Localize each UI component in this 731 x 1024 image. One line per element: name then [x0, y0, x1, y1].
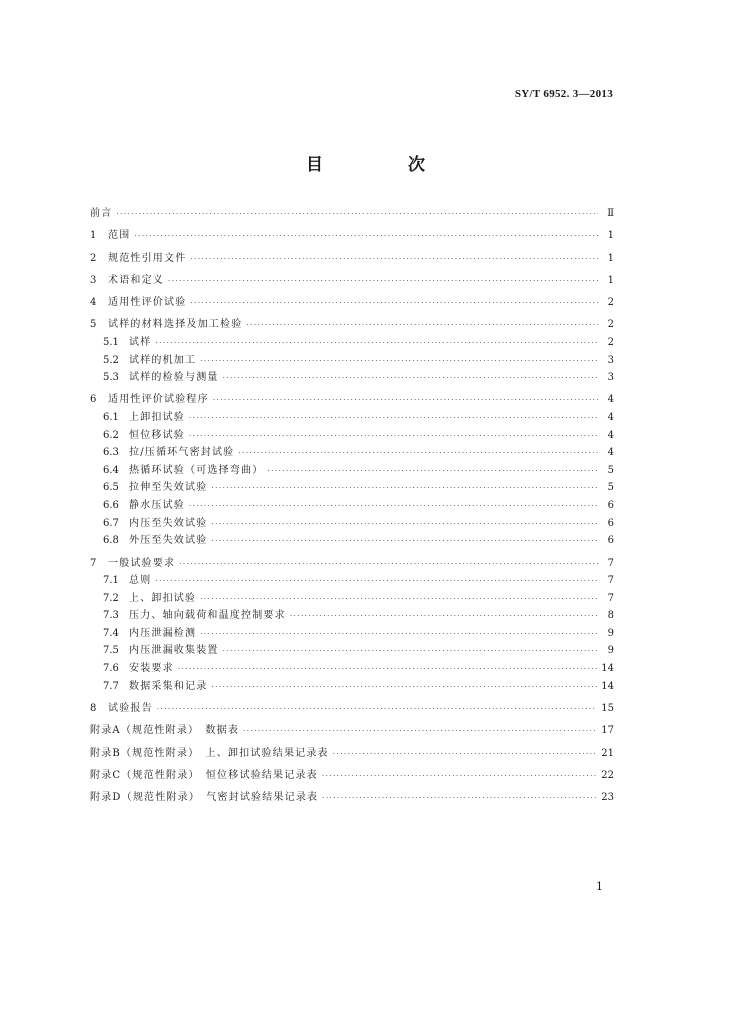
toc-leader-dots [189, 428, 598, 446]
toc-entry-page: 2 [607, 337, 614, 348]
toc-entry-page: 7 [607, 557, 614, 569]
toc-leader-dots [246, 317, 598, 335]
toc-entry-number: 6.5 [103, 482, 119, 494]
toc-entry-label: 数据采集和记录 [129, 680, 208, 692]
toc-entry-page: 15 [601, 702, 614, 714]
toc-entry[interactable] [90, 409, 614, 427]
toc-entry[interactable] [90, 700, 614, 718]
toc-entry-number: 7 [90, 557, 97, 569]
toc-entry-page: 4 [607, 429, 614, 441]
toc-entry-page: 2 [607, 297, 614, 309]
toc-entry-page: 7 [607, 575, 614, 587]
toc-entry[interactable] [90, 352, 614, 370]
toc-leader-dots [223, 643, 598, 661]
toc-leader-dots [179, 556, 598, 574]
toc-entry-label: 前言 [90, 208, 113, 219]
toc-entry-label: 试样的机加工 [129, 354, 197, 366]
table-of-contents [90, 205, 614, 807]
toc-entry-number: 7.7 [103, 680, 119, 692]
toc-leader-dots [238, 445, 598, 463]
toc-entry[interactable] [90, 250, 614, 268]
toc-entry-label: 拉/压循环气密封试验 [129, 447, 235, 459]
toc-entry-label: 术语和定义 [108, 274, 164, 286]
toc-entry-label: 适用性评价试验 [108, 297, 187, 309]
toc-entry-number: 6.7 [103, 517, 119, 529]
toc-entry-number: 6.3 [103, 447, 119, 459]
toc-entry-number: 6.1 [103, 412, 119, 424]
toc-entry[interactable] [90, 767, 614, 785]
toc-leader-dots [333, 746, 598, 764]
toc-entry[interactable] [90, 789, 614, 807]
toc-entry[interactable] [90, 227, 614, 245]
toc-entry-page: 3 [607, 372, 614, 384]
toc-entry-page: 8 [607, 610, 614, 622]
toc-entry-page: 6 [607, 500, 614, 512]
toc-entry[interactable] [90, 722, 614, 740]
toc-leader-dots [190, 295, 598, 313]
toc-leader-dots [189, 410, 598, 428]
toc-entry-label: 附录A（规范性附录） 数据表 [90, 725, 240, 737]
toc-entry-page: 23 [601, 792, 614, 804]
toc-entry[interactable] [90, 590, 614, 608]
toc-entry-label: 规范性引用文件 [108, 252, 187, 264]
toc-entry-label: 静水压试验 [129, 500, 185, 512]
toc-entry-number: 7.3 [103, 610, 119, 622]
toc-leader-dots [155, 335, 598, 353]
toc-entry-page: 9 [607, 645, 614, 657]
toc-entry-page: 6 [607, 535, 614, 547]
toc-entry[interactable] [90, 572, 614, 590]
toc-entry-label: 外压至失效试验 [129, 535, 208, 547]
toc-leader-dots [134, 228, 598, 246]
toc-entry-page: 4 [607, 394, 614, 406]
toc-entry-page: 1 [607, 230, 614, 242]
toc-entry-label: 试样 [129, 337, 152, 348]
toc-entry-number: 6.2 [103, 429, 119, 441]
toc-entry-page: 7 [607, 592, 614, 604]
toc-entry-label: 试样的材料选择及加工检验 [108, 319, 243, 331]
toc-leader-dots [211, 679, 597, 697]
toc-leader-dots [211, 516, 598, 534]
toc-entry-number: 7.4 [103, 627, 119, 639]
toc-entry[interactable] [90, 532, 614, 550]
toc-entry-number: 5.3 [103, 372, 119, 384]
toc-leader-dots [116, 206, 598, 224]
standard-code: SY/T 6952. 3—2013 [514, 88, 613, 100]
toc-leader-dots [190, 251, 598, 269]
toc-entry-number: 1 [90, 230, 97, 242]
toc-entry-page: 3 [607, 354, 614, 366]
toc-entry-page: 1 [607, 274, 614, 286]
toc-entry[interactable] [90, 272, 614, 290]
toc-entry-page: 14 [601, 663, 614, 675]
toc-entry-page: 5 [607, 464, 614, 476]
toc-entry[interactable] [90, 555, 614, 573]
toc-entry-label: 热循环试验（可选择弯曲） [129, 464, 264, 476]
toc-entry[interactable] [90, 497, 614, 515]
toc-entry-number: 6.4 [103, 464, 119, 476]
toc-entry-label: 附录C（规范性附录） 恒位移试验结果记录表 [90, 769, 318, 781]
toc-entry-page: Ⅱ [607, 208, 614, 219]
toc-entry-label: 试验报告 [108, 702, 153, 714]
toc-entry[interactable] [90, 316, 614, 334]
toc-entry-label: 试样的检验与测量 [129, 372, 219, 384]
toc-entry-number: 5.1 [103, 337, 119, 348]
toc-leader-dots [211, 533, 598, 551]
toc-leader-dots [200, 353, 598, 371]
toc-entry-label: 附录D（规范性附录） 气密封试验结果记录表 [90, 792, 319, 804]
toc-entry-label: 一般试验要求 [108, 557, 176, 569]
toc-entry-label: 范围 [108, 230, 131, 242]
toc-entry-label: 拉伸至失效试验 [129, 482, 208, 494]
toc-leader-dots [322, 790, 597, 808]
toc-entry-label: 附录B（规范性附录） 上、卸扣试验结果记录表 [90, 747, 329, 759]
toc-entry[interactable] [90, 294, 614, 312]
toc-entry[interactable] [90, 745, 614, 763]
toc-entry[interactable] [90, 462, 614, 480]
toc-entry-label: 安装要求 [129, 663, 174, 675]
toc-entry-label: 上卸扣试验 [129, 412, 185, 424]
toc-leader-dots [243, 723, 597, 741]
toc-leader-dots [211, 480, 598, 498]
toc-entry-label: 上、卸扣试验 [129, 592, 197, 604]
toc-entry-page: 2 [607, 319, 614, 331]
toc-entry-label: 压力、轴向载荷和温度控制要求 [129, 610, 286, 622]
toc-entry-number: 6.6 [103, 500, 119, 512]
toc-entry-page: 14 [601, 680, 614, 692]
toc-entry[interactable] [90, 205, 614, 223]
toc-entry-number: 7.2 [103, 592, 119, 604]
toc-entry-number: 4 [90, 297, 97, 309]
toc-entry-number: 2 [90, 252, 97, 264]
toc-entry[interactable] [90, 369, 614, 387]
toc-leader-dots [157, 701, 597, 719]
toc-leader-dots [322, 768, 597, 786]
toc-entry[interactable] [90, 334, 614, 352]
toc-entry-number: 3 [90, 274, 97, 286]
toc-entry-number: 5 [90, 319, 97, 331]
toc-leader-dots [213, 392, 598, 410]
toc-entry-number: 6.8 [103, 535, 119, 547]
toc-entry-label: 适用性评价试验程序 [108, 394, 209, 406]
toc-entry-number: 5.2 [103, 354, 119, 366]
toc-entry-page: 6 [607, 517, 614, 529]
toc-entry[interactable] [90, 479, 614, 497]
toc-leader-dots [178, 661, 597, 679]
toc-entry-number: 8 [90, 702, 97, 714]
toc-entry-page: 9 [607, 627, 614, 639]
toc-entry-label: 恒位移试验 [129, 429, 185, 441]
toc-entry-page: 1 [607, 252, 614, 264]
toc-entry-label: 内压至失效试验 [129, 517, 208, 529]
toc-entry-page: 17 [601, 725, 614, 737]
toc-entry[interactable] [90, 607, 614, 625]
toc-entry-page: 4 [607, 412, 614, 424]
toc-entry-number: 6 [90, 394, 97, 406]
toc-entry-page: 5 [607, 482, 614, 494]
toc-entry[interactable] [90, 515, 614, 533]
toc-entry-page: 4 [607, 447, 614, 459]
toc-entry-page: 22 [601, 769, 614, 781]
toc-title: 目 次 [306, 155, 459, 175]
toc-entry-label: 总则 [129, 575, 152, 587]
toc-entry-number: 7.5 [103, 645, 119, 657]
toc-entry[interactable] [90, 678, 614, 696]
toc-leader-dots [168, 273, 598, 291]
toc-entry[interactable] [90, 444, 614, 462]
toc-leader-dots [223, 370, 598, 388]
toc-entry-number: 7.6 [103, 663, 119, 675]
toc-leader-dots [200, 591, 598, 609]
toc-leader-dots [155, 573, 598, 591]
toc-entry[interactable] [90, 427, 614, 445]
toc-entry-page: 21 [601, 747, 614, 759]
toc-entry-label: 内压泄漏收集装置 [129, 645, 219, 657]
toc-leader-dots [267, 463, 598, 481]
page-number: 1 [596, 880, 603, 893]
toc-entry[interactable] [90, 642, 614, 660]
toc-leader-dots [189, 498, 598, 516]
toc-entry-label: 内压泄漏检测 [129, 627, 197, 639]
toc-entry[interactable] [90, 660, 614, 678]
toc-leader-dots [200, 626, 598, 644]
toc-entry[interactable] [90, 625, 614, 643]
toc-leader-dots [290, 608, 598, 626]
toc-entry[interactable] [90, 391, 614, 409]
toc-entry-number: 7.1 [103, 575, 119, 587]
